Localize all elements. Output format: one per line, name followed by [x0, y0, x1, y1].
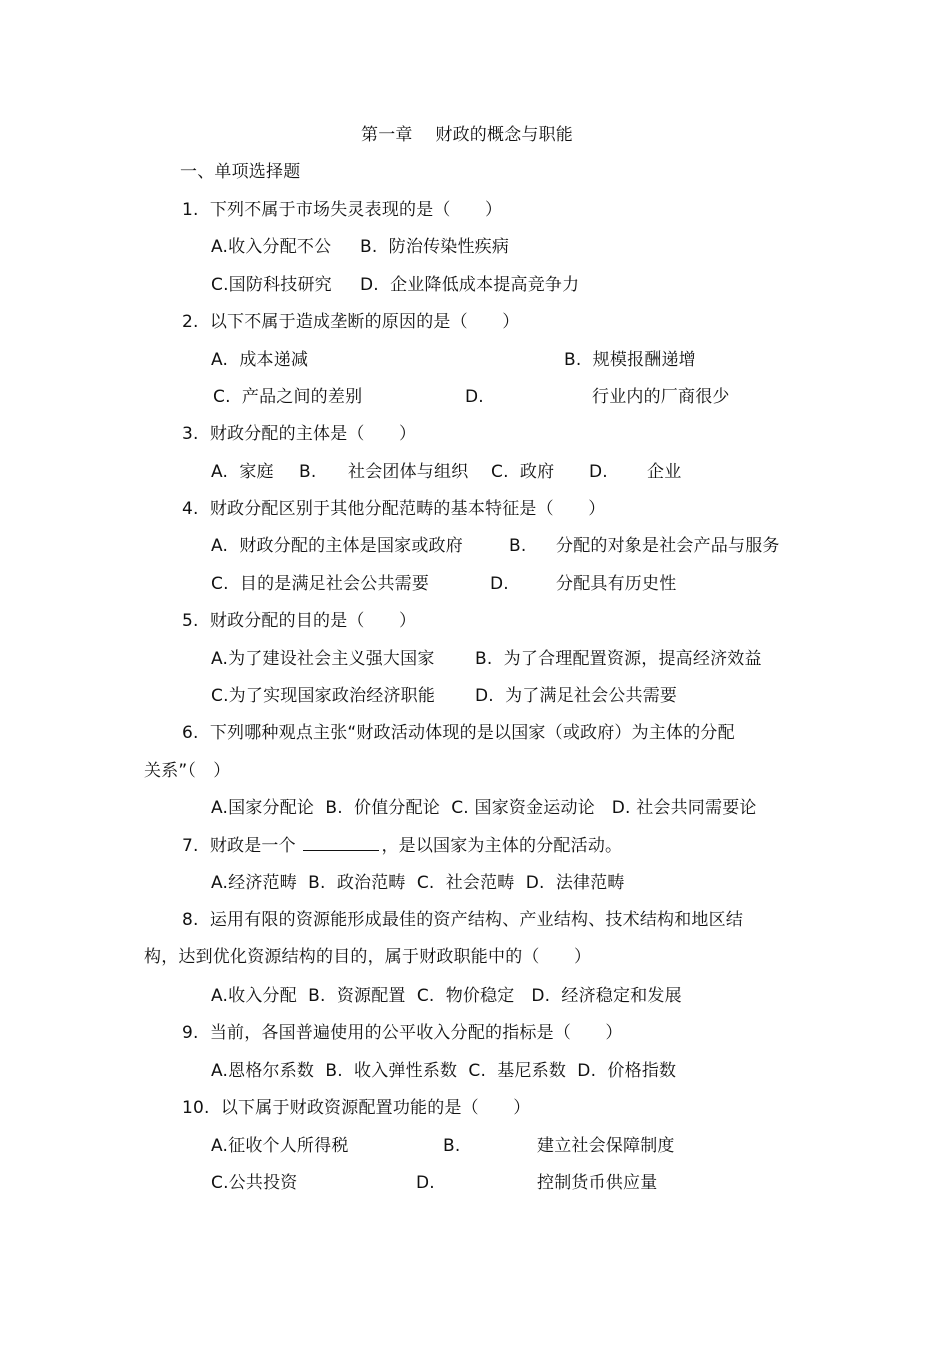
question-7-stem-post: ，是以国家为主体的分配活动。 [381, 836, 623, 856]
question-10-option-c: C.公共投资 [211, 1173, 298, 1193]
question-7-stem [182, 835, 622, 857]
question-5-option-d: D. 为了满足社会公共需要 [475, 686, 678, 706]
question-1-option-b: B. 防治传染性疾病 [360, 237, 510, 257]
question-3-option-b-label: B. [299, 462, 317, 482]
question-4-stem: 4. 财政分配区别于其他分配范畴的基本特征是（ ） [182, 499, 606, 519]
question-10-stem: 10. 以下属于财政资源配置功能的是（ ） [182, 1098, 531, 1118]
question-2-option-b: B. 规模报酬递增 [564, 350, 696, 370]
question-7-options: A.经济范畴 B. 政治范畴 C. 社会范畴 D. 法律范畴 [211, 873, 625, 893]
question-3-option-a: A. 家庭 [211, 462, 274, 482]
question-9-options: A.恩格尔系数 B. 收入弹性系数 C. 基尼系数 D. 价格指数 [211, 1061, 677, 1081]
question-10-option-a: A.征收个人所得税 [211, 1136, 349, 1156]
question-5-stem: 5. 财政分配的目的是（ ） [182, 611, 417, 631]
question-10-option-d-label: D. [416, 1173, 435, 1193]
question-3-option-d-label: D. [589, 462, 608, 482]
question-1-option-d: D. 企业降低成本提高竞争力 [360, 275, 580, 295]
question-7-stem-pre: 7. 财政是一个 [182, 836, 296, 856]
question-2-option-a: A. 成本递减 [211, 350, 309, 370]
section-heading: 一、单项选择题 [180, 162, 301, 182]
question-8-stem-line2: 构，达到优化资源结构的目的，属于财政职能中的（ ） [144, 947, 592, 967]
question-6-stem-line1: 6. 下列哪种观点主张“财政活动体现的是以国家（或政府）为主体的分配 [182, 723, 735, 743]
question-2-option-d-text: 行业内的厂商很少 [592, 387, 730, 407]
question-4-option-b-text: 分配的对象是社会产品与服务 [556, 536, 780, 556]
question-10-option-b-label: B. [443, 1136, 461, 1156]
question-4-option-a: A. 财政分配的主体是国家或政府 [211, 536, 463, 556]
question-4-option-c: C. 目的是满足社会公共需要 [211, 574, 430, 594]
question-5-option-a: A.为了建设社会主义强大国家 [211, 649, 435, 669]
question-3-option-d-text: 企业 [647, 462, 682, 482]
question-3-stem: 3. 财政分配的主体是（ ） [182, 424, 417, 444]
question-2-stem: 2. 以下不属于造成垄断的原因的是（ ） [182, 312, 520, 332]
question-1-stem: 1. 下列不属于市场失灵表现的是（ ） [182, 200, 503, 220]
question-1-option-c: C.国防科技研究 [211, 275, 332, 295]
question-5-option-b: B. 为了合理配置资源，提高经济效益 [475, 649, 762, 669]
question-6-options: A.国家分配论 B. 价值分配论 C. 国家资金运动论 D. 社会共同需要论 [211, 798, 757, 818]
question-1-option-a: A.收入分配不公 [211, 237, 332, 257]
question-10-option-b-text: 建立社会保障制度 [537, 1136, 675, 1156]
question-9-stem: 9. 当前，各国普遍使用的公平收入分配的指标是（ ） [182, 1023, 623, 1043]
question-2-option-c: C. 产品之间的差别 [213, 387, 363, 407]
question-3-option-c: C. 政府 [491, 462, 555, 482]
question-8-options: A.收入分配 B. 资源配置 C. 物价稳定 D. 经济稳定和发展 [211, 986, 682, 1006]
fill-in-blank [303, 836, 379, 851]
question-4-option-d-text: 分配具有历史性 [556, 574, 677, 594]
chapter-title: 第一章 财政的概念与职能 [361, 125, 574, 145]
question-5-option-c: C.为了实现国家政治经济职能 [211, 686, 436, 706]
question-4-option-d-label: D. [490, 574, 509, 594]
question-2-option-d-label: D. [465, 387, 484, 407]
question-10-option-d-text: 控制货币供应量 [537, 1173, 658, 1193]
question-3-option-b-text: 社会团体与组织 [348, 462, 469, 482]
question-6-stem-line2: 关系”（ ） [144, 761, 231, 781]
question-4-option-b-label: B. [509, 536, 527, 556]
question-8-stem-line1: 8. 运用有限的资源能形成最佳的资产结构、产业结构、技术结构和地区结 [182, 910, 744, 930]
